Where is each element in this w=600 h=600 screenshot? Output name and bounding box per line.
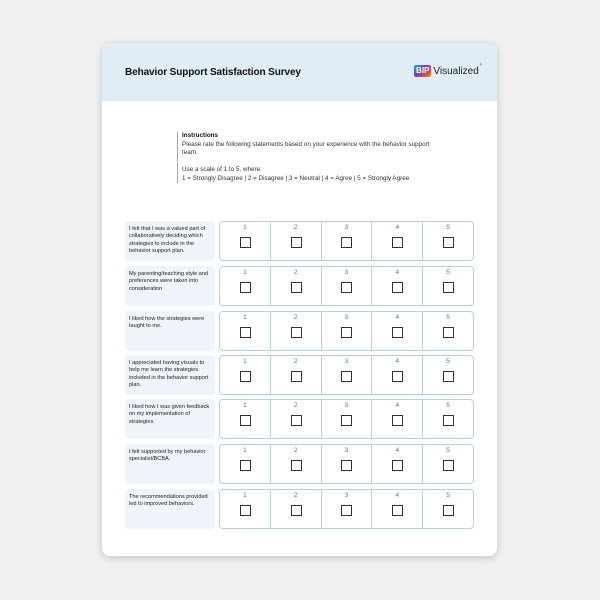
rating-checkbox[interactable] (291, 371, 302, 382)
rating-grid (219, 489, 474, 529)
rating-number: 5 (446, 492, 450, 499)
rating-number: 4 (395, 447, 400, 454)
rating-checkbox[interactable] (341, 282, 352, 293)
rating-checkbox[interactable] (392, 415, 403, 426)
rating-number: 2 (293, 492, 298, 499)
rating-number: 2 (293, 224, 298, 231)
rating-number: 3 (344, 314, 349, 321)
rating-cell (422, 400, 473, 438)
rating-grid (219, 221, 474, 261)
rating-cell (270, 312, 321, 350)
rating-checkbox[interactable] (392, 282, 403, 293)
rating-number: 3 (344, 269, 349, 276)
survey-question-row (125, 221, 474, 261)
rating-cell (220, 222, 270, 260)
rating-cell (371, 356, 422, 394)
rating-number: 5 (446, 314, 450, 321)
rating-grid (219, 399, 474, 439)
question-label: I felt supported by my behavior specialist/BCBA. (125, 444, 215, 484)
rating-cell (321, 490, 372, 528)
rating-cell (371, 490, 422, 528)
rating-number: 1 (243, 358, 247, 365)
rating-cell (321, 445, 372, 483)
rating-checkbox[interactable] (341, 327, 352, 338)
rating-checkbox[interactable] (291, 460, 302, 471)
rating-cell (220, 400, 270, 438)
rating-cell (270, 356, 321, 394)
instructions-text: Please rate the following statements based on your experience with the behavior support team. (182, 140, 430, 156)
rating-checkbox[interactable] (291, 415, 302, 426)
survey-question-row (125, 444, 474, 484)
survey-question-row (125, 266, 474, 306)
question-label: I liked how I was given feedback on my implementation of strategies. (125, 399, 215, 439)
rating-number: 3 (344, 402, 349, 409)
rating-number: 2 (293, 447, 298, 454)
logo-badge: BIP (416, 66, 430, 75)
rating-grid (219, 355, 474, 395)
rating-checkbox[interactable] (240, 460, 251, 471)
rating-checkbox[interactable] (443, 505, 454, 516)
rating-checkbox[interactable] (443, 415, 454, 426)
rating-cell (422, 356, 473, 394)
rating-cell (422, 445, 473, 483)
survey-page (102, 43, 497, 556)
rating-checkbox[interactable] (392, 371, 403, 382)
rating-cell (220, 267, 270, 305)
rating-cell (371, 400, 422, 438)
rating-checkbox[interactable] (240, 282, 251, 293)
rating-cell (220, 312, 270, 350)
rating-number: 4 (395, 358, 400, 365)
sparkle-icon: ✦ (478, 62, 483, 68)
rating-number: 1 (243, 314, 247, 321)
question-label: I appreciated having visuals to help me learn the strategies included in the behavior support plan. (125, 355, 215, 395)
survey-question-row (125, 399, 474, 439)
rating-checkbox[interactable] (443, 460, 454, 471)
rating-number: 5 (446, 447, 450, 454)
rating-checkbox[interactable] (392, 327, 403, 338)
rating-checkbox[interactable] (341, 237, 352, 248)
rating-checkbox[interactable] (240, 505, 251, 516)
rating-number: 4 (395, 224, 400, 231)
rating-cell (422, 267, 473, 305)
rating-grid (219, 266, 474, 306)
rating-number: 4 (395, 314, 400, 321)
rating-checkbox[interactable] (392, 460, 403, 471)
scale-intro: Use a scale of 1 to 5, where: (182, 166, 262, 173)
rating-grid (219, 444, 474, 484)
rating-checkbox[interactable] (240, 371, 251, 382)
rating-cell (270, 222, 321, 260)
rating-number: 1 (243, 492, 247, 499)
rating-number: 1 (243, 402, 247, 409)
survey-question-row (125, 489, 474, 529)
rating-checkbox[interactable] (291, 327, 302, 338)
rating-checkbox[interactable] (291, 237, 302, 248)
rating-number: 3 (344, 492, 349, 499)
instructions-block (177, 132, 432, 183)
rating-number: 4 (395, 402, 400, 409)
rating-checkbox[interactable] (341, 371, 352, 382)
rating-checkbox[interactable] (443, 371, 454, 382)
rating-checkbox[interactable] (443, 327, 454, 338)
survey-question-row (125, 311, 474, 351)
rating-cell (422, 490, 473, 528)
logo-text: Visualized (433, 65, 479, 77)
rating-cell (321, 400, 372, 438)
scale-legend: 1 = Strongly Disagree | 2 = Disagree | 3 = Neutral | 4 = Agree | 5 = Strongly Agree (182, 174, 410, 182)
rating-checkbox[interactable] (291, 505, 302, 516)
rating-cell (321, 267, 372, 305)
page-header (102, 43, 497, 101)
rating-checkbox[interactable] (443, 237, 454, 248)
rating-number: 3 (344, 224, 349, 231)
rating-number: 2 (293, 402, 298, 409)
rating-checkbox[interactable] (240, 415, 251, 426)
rating-grid (219, 311, 474, 351)
rating-checkbox[interactable] (341, 505, 352, 516)
rating-number: 5 (446, 269, 450, 276)
rating-cell (371, 222, 422, 260)
rating-number: 5 (446, 402, 450, 409)
question-label: I liked how the strategies were taught to me. (125, 311, 215, 351)
rating-number: 2 (293, 269, 298, 276)
rating-cell (321, 312, 372, 350)
rating-cell (321, 222, 372, 260)
rating-number: 5 (446, 224, 450, 231)
rating-number: 4 (395, 269, 400, 276)
page-title: Behavior Support Satisfaction Survey (125, 67, 301, 78)
question-label: My parenting/teaching style and preferences were taken into consideration (125, 266, 215, 306)
rating-cell (422, 312, 473, 350)
question-label: I felt that I was a valued part of collaboratively deciding which strategies to include in the behavior support plan. (125, 221, 215, 261)
rating-cell (270, 445, 321, 483)
rating-number: 2 (293, 358, 298, 365)
rating-cell (220, 356, 270, 394)
rating-cell (422, 222, 473, 260)
rating-number: 1 (243, 447, 247, 454)
rating-cell (371, 312, 422, 350)
rating-checkbox[interactable] (291, 282, 302, 293)
rating-cell (220, 445, 270, 483)
rating-checkbox[interactable] (392, 237, 403, 248)
rating-cell (371, 445, 422, 483)
rating-cell (270, 267, 321, 305)
rating-checkbox[interactable] (341, 415, 352, 426)
instructions-title: Instructions (182, 132, 219, 139)
rating-cell (270, 490, 321, 528)
survey-question-row (125, 355, 474, 395)
rating-checkbox[interactable] (392, 505, 403, 516)
brand-logo (414, 62, 483, 77)
rating-cell (371, 267, 422, 305)
rating-number: 4 (395, 492, 400, 499)
rating-checkbox[interactable] (341, 460, 352, 471)
rating-checkbox[interactable] (240, 327, 251, 338)
question-label: The recommendations provided led to improved behaviors. (125, 489, 215, 529)
rating-number: 3 (344, 358, 349, 365)
rating-checkbox[interactable] (443, 282, 454, 293)
rating-number: 2 (293, 314, 298, 321)
rating-cell (220, 490, 270, 528)
rating-number: 1 (243, 224, 247, 231)
rating-cell (270, 400, 321, 438)
rating-checkbox[interactable] (240, 237, 251, 248)
rating-number: 5 (446, 358, 450, 365)
rating-number: 3 (344, 447, 349, 454)
rating-number: 1 (243, 269, 247, 276)
rating-cell (321, 356, 372, 394)
